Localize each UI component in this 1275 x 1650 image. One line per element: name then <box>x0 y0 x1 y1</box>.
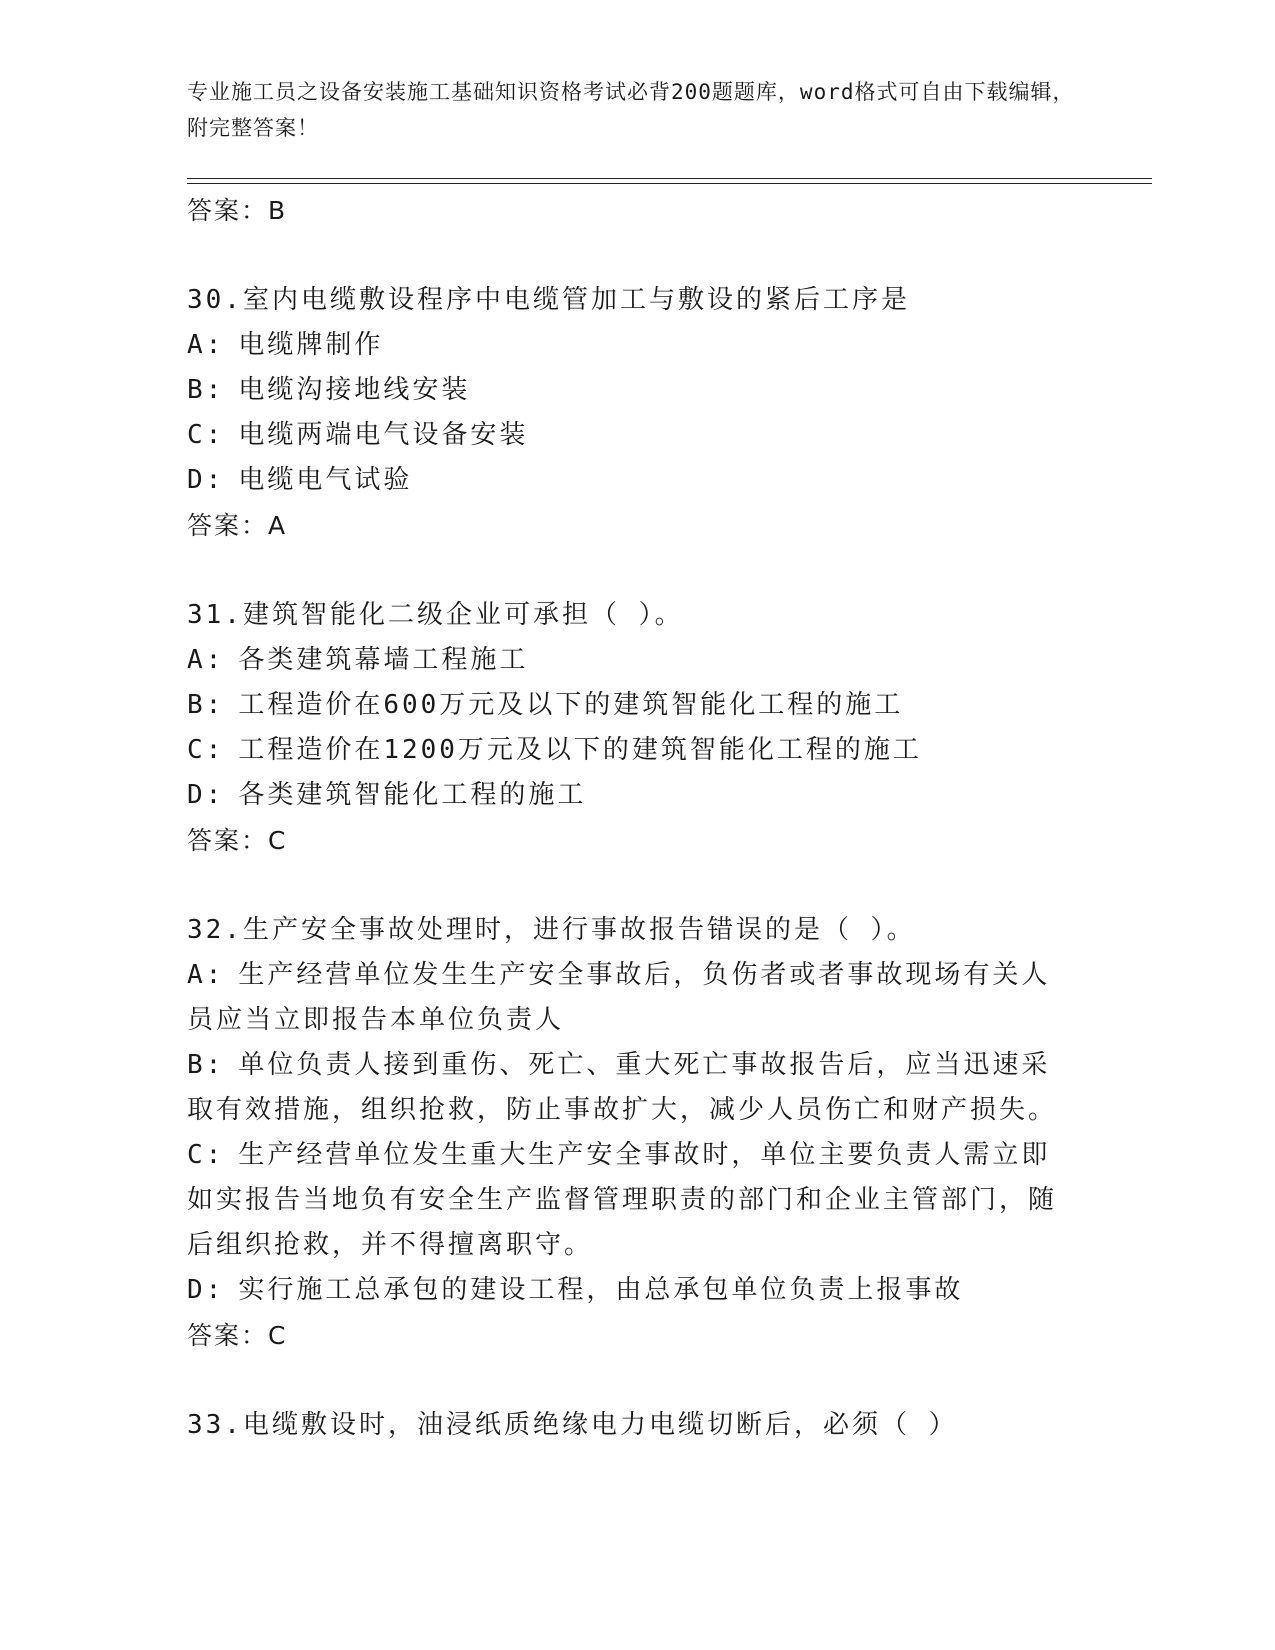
option-key: B: <box>187 1050 225 1080</box>
option-b <box>187 683 1067 728</box>
option-a <box>187 638 1067 683</box>
option-key: C: <box>187 735 225 765</box>
answer-value: C <box>268 1321 288 1350</box>
question-stem: 33.电缆敷设时，油浸纸质绝缘电力电缆切断后，必须（ ） <box>187 1410 958 1440</box>
option-key: D: <box>187 780 225 810</box>
option-b <box>187 368 1067 413</box>
option-text: 各类建筑幕墙工程施工 <box>238 645 529 675</box>
option-key: A: <box>187 330 225 360</box>
spacer <box>187 548 1067 593</box>
question-33 <box>187 1403 1067 1448</box>
spacer <box>187 233 1067 278</box>
header-rule-top <box>187 178 1152 179</box>
answer-value: B <box>268 196 288 225</box>
option-text: 单位负责人接到重伤、死亡、重大死亡事故报告后，应当迅速采取有效措施，组织抢救，防止事故扩大，减少人员伤亡和财产损失。 <box>187 1050 1058 1125</box>
spacer <box>187 863 1067 908</box>
option-key: B: <box>187 375 225 405</box>
option-key: B: <box>187 690 225 720</box>
question-list <box>187 188 1067 1448</box>
option-text: 电缆电气试验 <box>238 465 413 495</box>
option-text: 电缆牌制作 <box>238 330 384 360</box>
option-text: 电缆两端电气设备安装 <box>238 420 529 450</box>
option-d <box>187 773 1067 818</box>
answer-label: 答案： <box>187 1321 269 1350</box>
option-a <box>187 323 1067 368</box>
option-key: C: <box>187 1140 225 1170</box>
option-key: C: <box>187 420 225 450</box>
option-text: 工程造价在1200万元及以下的建筑智能化工程的施工 <box>238 735 922 765</box>
option-text: 工程造价在600万元及以下的建筑智能化工程的施工 <box>238 690 904 720</box>
document-header: 专业施工员之设备安装施工基础知识资格考试必背200题题库，word格式可自由下载编辑，附完整答案！ <box>187 80 1075 140</box>
option-text: 实行施工总承包的建设工程，由总承包单位负责上报事故 <box>238 1275 964 1305</box>
answer-line <box>187 188 1067 233</box>
question-32 <box>187 908 1067 1358</box>
answer-line <box>187 818 1067 863</box>
answer-label: 答案： <box>187 196 269 225</box>
option-key: D: <box>187 465 225 495</box>
question-31 <box>187 593 1067 863</box>
option-c <box>187 413 1067 458</box>
option-text: 生产经营单位发生生产安全事故后，负伤者或者事故现场有关人员应当立即报告本单位负责人 <box>187 960 1051 1035</box>
answer-label: 答案： <box>187 511 269 540</box>
answer-label: 答案： <box>187 826 269 855</box>
option-text: 电缆沟接地线安装 <box>238 375 471 405</box>
question-stem: 31.建筑智能化二级企业可承担（ ）。 <box>187 600 684 630</box>
header-rule-bottom <box>187 183 1152 184</box>
question-stem: 32.生产安全事故处理时，进行事故报告错误的是（ ）。 <box>187 915 916 945</box>
option-text: 生产经营单位发生重大生产安全事故时，单位主要负责人需立即如实报告当地负有安全生产监督管理职责的部门和企业主管部门，随后组织抢救，并不得擅离职守。 <box>187 1140 1058 1260</box>
option-a <box>187 953 1067 1043</box>
option-b <box>187 1043 1067 1133</box>
answer-line <box>187 1313 1067 1358</box>
option-key: A: <box>187 960 225 990</box>
spacer <box>187 1358 1067 1403</box>
option-key: A: <box>187 645 225 675</box>
question-stem: 30.室内电缆敷设程序中电缆管加工与敷设的紧后工序是 <box>187 285 910 315</box>
option-key: D: <box>187 1275 225 1305</box>
question-30 <box>187 278 1067 548</box>
option-text: 各类建筑智能化工程的施工 <box>238 780 587 810</box>
answer-value: C <box>268 826 288 855</box>
option-d <box>187 1268 1067 1313</box>
option-d <box>187 458 1067 503</box>
option-c <box>187 1133 1067 1268</box>
answer-value: A <box>268 511 288 540</box>
answer-line <box>187 503 1067 548</box>
option-c <box>187 728 1067 773</box>
